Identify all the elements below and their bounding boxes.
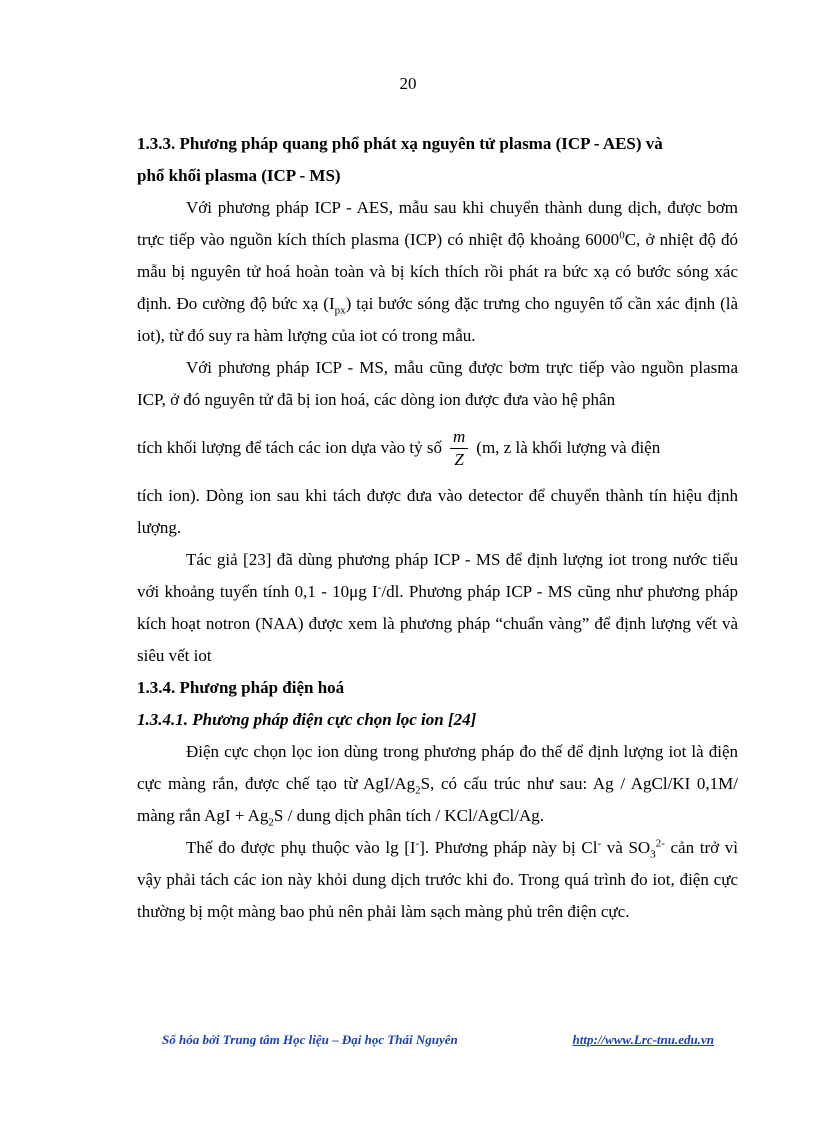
text-run: Tác giả [23] đã dùng phương pháp ICP - MS để định lượng iot trong nước tiểu với khoảng tuyến tính 0,1 - 10μg I xyxy=(137,550,738,601)
fraction-numerator: m xyxy=(450,426,468,449)
paragraph-icp-ms-part1: Với phương pháp ICP - MS, mẫu cũng được bơm trực tiếp vào nguồn plasma ICP, ở đó nguyên tử đã bị ion hoá, các dòng ion được đưa vào hệ phân xyxy=(137,358,738,409)
text-run: /dl. Phương pháp ICP - MS cũng như phương pháp kích hoạt notron (NAA) được xem là phương pháp “chuẩn vàng” để định lượng vết và siêu vết iot xyxy=(137,582,738,665)
text-run: ]. Phương pháp này bị Cl xyxy=(419,838,598,857)
text-run: và SO xyxy=(601,838,651,857)
superscript: 0 xyxy=(619,229,625,242)
superscript: 2- xyxy=(655,837,665,850)
text-run: Điện cực chọn lọc ion dùng trong phương pháp đo thế để định lượng iot là điện cực màng rắn, được chế tạo từ AgI/Ag xyxy=(137,742,738,793)
paragraph-author-23 xyxy=(137,544,738,672)
text-run: S / dung dịch phân tích / KCl/AgCl/Ag. xyxy=(273,806,545,825)
page-number: 20 xyxy=(399,74,417,93)
text-run: S, có cấu trúc như sau: Ag / AgCl/KI 0,1M/ màng rắn AgI + Ag xyxy=(137,774,738,825)
section-heading-1-3-4: 1.3.4. Phương pháp điện hoá xyxy=(137,678,345,697)
paragraph-potential xyxy=(137,832,738,928)
fraction-line xyxy=(137,416,738,480)
fraction-denominator: Z xyxy=(454,449,464,469)
text-run: Thế đo được phụ thuộc vào lg [I xyxy=(186,838,416,857)
text-run: cản trở vì vậy phải tách các ion này khỏi dung dịch trước khi đo. Trong quá trình đo iot, điện cực thường bị một màng bao phủ nên phải làm sạch màng phủ trên điện cực. xyxy=(137,838,738,921)
text-run: Với phương pháp ICP - AES, mẫu sau khi chuyển thành dung dịch, được bơm trực tiếp vào nguồn kích thích plasma (ICP) có nhiệt độ khoảng 6000 xyxy=(137,198,738,249)
paragraph-icp-aes xyxy=(137,192,738,352)
subscript: 3 xyxy=(650,848,656,861)
text-run: ) tại bước sóng đặc trưng cho nguyên tố cần xác định (là iot), từ đó suy ra hàm lượng của iot có trong mẫu. xyxy=(137,294,738,345)
paragraph-icp-ms-part2: tích ion). Dòng ion sau khi tách được đưa vào detector để chuyển thành tín hiệu định lượng. xyxy=(137,486,738,537)
superscript: - xyxy=(597,837,602,850)
page-content xyxy=(137,128,738,928)
text-run: C, ở nhiệt độ đó mẫu bị nguyên tử hoá hoàn toàn và bị kích thích rồi phát ra bức xạ có bước sóng xác định. Đo cường độ bức xạ (I xyxy=(137,230,738,313)
footer-link[interactable]: http://www.Lrc-tnu.edu.vn xyxy=(572,1032,714,1047)
text-run: (m, z là khối lượng và điện xyxy=(476,438,661,457)
heading-line-2: phổ khối plasma (ICP - MS) xyxy=(137,166,341,185)
subscript: 2 xyxy=(268,816,274,829)
mass-charge-fraction xyxy=(450,426,468,471)
section-heading-1-3-3 xyxy=(137,128,738,192)
text-run: tích khối lượng để tách các ion dựa vào tỷ số xyxy=(137,438,443,457)
subscript: 2 xyxy=(415,784,421,797)
subscript: px xyxy=(334,304,346,317)
heading-line-1: 1.3.3. Phương pháp quang phổ phát xạ nguyên tử plasma (ICP - AES) và xyxy=(137,134,663,153)
superscript: - xyxy=(377,581,382,594)
footer-credit: Số hóa bởi Trung tâm Học liệu – Đại học Thái Nguyên xyxy=(162,1032,458,1047)
paragraph-ise-electrode xyxy=(137,736,738,832)
page-footer xyxy=(162,1032,714,1048)
subsection-heading-1-3-4-1: 1.3.4.1. Phương pháp điện cực chọn lọc ion [24] xyxy=(137,710,477,729)
superscript: - xyxy=(415,837,420,850)
